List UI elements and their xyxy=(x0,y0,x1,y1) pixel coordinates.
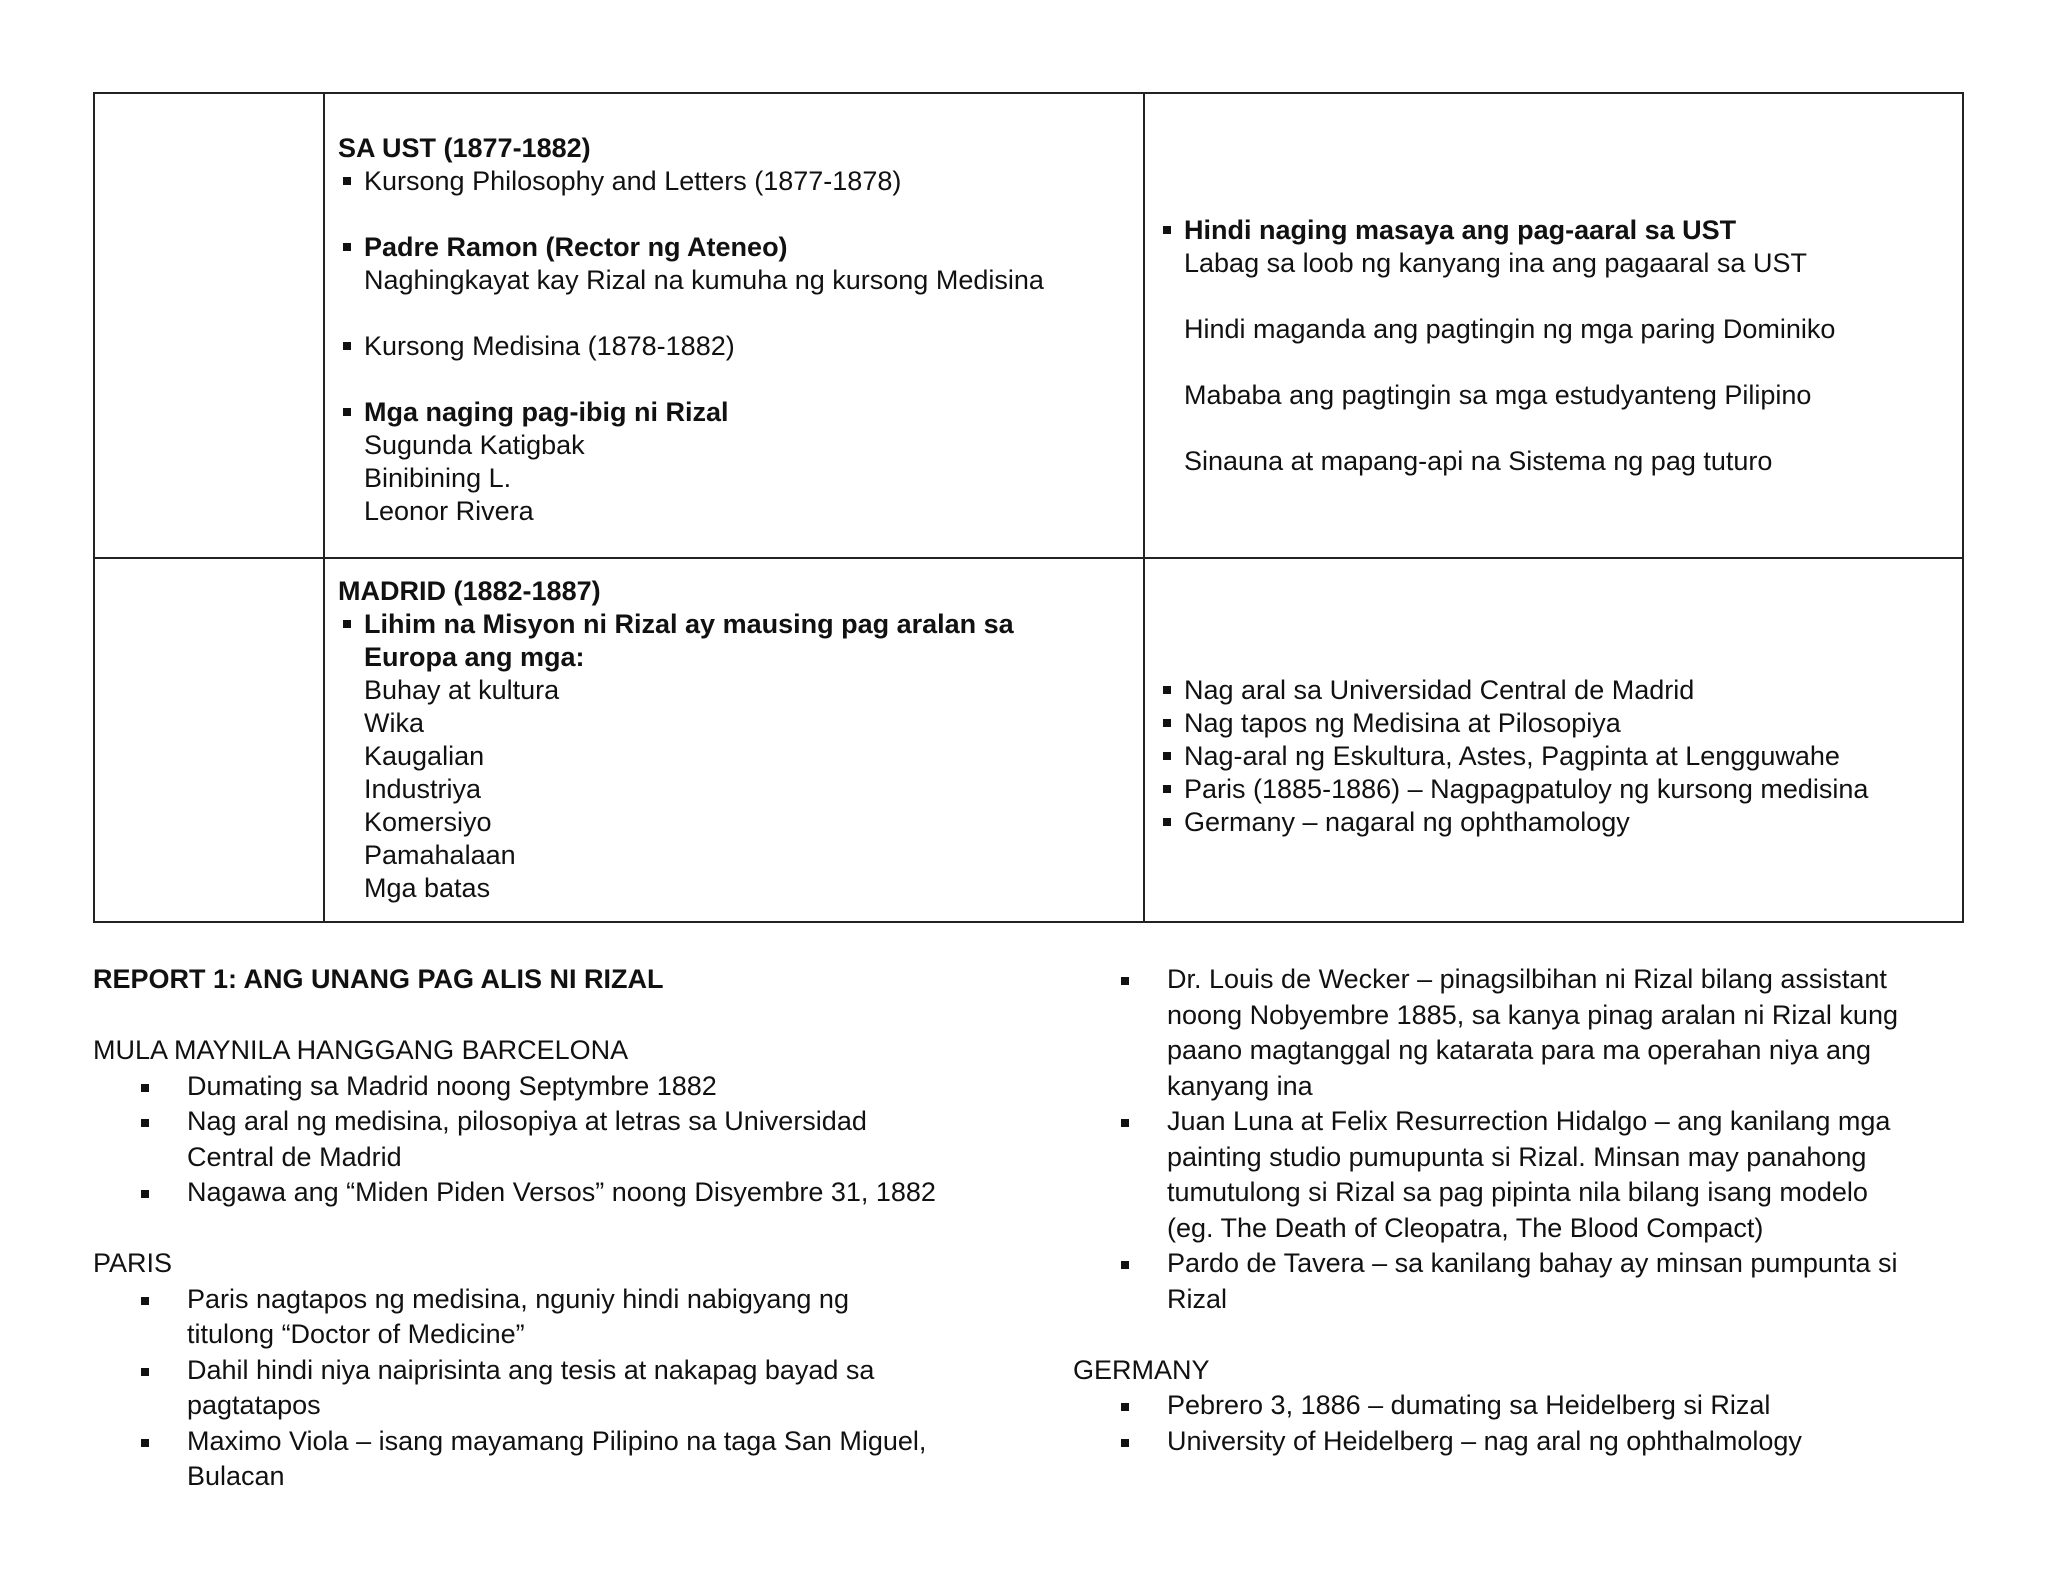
list-item: Pardo de Tavera – sa kanilang bahay ay minsan pumpunta si Rizal xyxy=(1073,1246,1973,1317)
list-item: Germany – nagaral ng ophthamology xyxy=(1158,806,1952,839)
table-row xyxy=(94,93,1963,558)
list-item: University of Heidelberg – nag aral ng ophthalmology xyxy=(1073,1424,1973,1460)
table-row xyxy=(94,558,1963,922)
list-item: Mga naging pag-ibig ni Rizal xyxy=(338,396,1133,429)
list-item-detail: Buhay at kultura xyxy=(364,675,560,705)
left-text-column xyxy=(93,962,993,1495)
list-item: Pebrero 3, 1886 – dumating sa Heidelberg si Rizal xyxy=(1073,1388,1973,1424)
list-item-detail: Kaugalian xyxy=(364,741,485,771)
rizal-education-table xyxy=(93,92,1964,923)
list-item-detail: Komersiyo xyxy=(364,807,492,837)
list-item: Paris (1885-1886) – Nagpagpatuloy ng kursong medisina xyxy=(1158,773,1952,806)
list-item-detail: Naghingkayat kay Rizal na kumuha ng kursong Medisina xyxy=(364,265,1044,295)
section-heading: MULA MAYNILA HANGGANG BARCELONA xyxy=(93,1035,629,1065)
list-item: Hindi naging masaya ang pag-aaral sa UST xyxy=(1158,214,1952,247)
list-item-detail: Pamahalaan xyxy=(364,840,516,870)
report-title: REPORT 1: ANG UNANG PAG ALIS NI RIZAL xyxy=(93,964,664,994)
list-item-detail: Mababa ang pagtingin sa mga estudyanteng Pilipino xyxy=(1184,380,1812,410)
list-item: Lihim na Misyon ni Rizal ay mausing pag aralan sa xyxy=(338,608,1133,641)
section-heading: GERMANY xyxy=(1073,1354,1210,1385)
list-item: Kursong Philosophy and Letters (1877-1878) xyxy=(338,165,1133,198)
list-item: Nag tapos ng Medisina at Pilosopiya xyxy=(1158,707,1952,740)
list-item-detail: Hindi maganda ang pagtingin ng mga paring Dominiko xyxy=(1184,314,1836,344)
list-item-detail: Sugunda Katigbak xyxy=(364,430,585,460)
list-item: Padre Ramon (Rector ng Ateneo) xyxy=(338,231,1133,264)
list-item-detail: Wika xyxy=(364,708,424,738)
list-item-detail: Binibining L. xyxy=(364,463,512,493)
list-item-detail: Mga batas xyxy=(364,873,491,903)
list-item: Dumating sa Madrid noong Septymbre 1882 xyxy=(93,1069,993,1105)
table-cell-ust-notes xyxy=(1144,93,1963,558)
list-item: Maximo Viola – isang mayamang Pilipino na taga San Miguel, Bulacan xyxy=(93,1424,993,1495)
table-cell-ust xyxy=(324,93,1144,558)
list-item-detail: Sinauna at mapang-api na Sistema ng pag tuturo xyxy=(1184,446,1773,476)
list-item-detail: Labag sa loob ng kanyang ina ang pagaaral sa UST xyxy=(1184,248,1807,278)
list-item: Nag-aral ng Eskultura, Astes, Pagpinta at Lengguwahe xyxy=(1158,740,1952,773)
list-item: Juan Luna at Felix Resurrection Hidalgo – ang kanilang mga painting studio pumupunta si Rizal. Minsan may panahong tumutulong si Rizal sa pag pipinta nila bilang isang modelo (eg. The Death of Cleopatra, The Blood Compact) xyxy=(1073,1104,1973,1246)
table-cell-madrid xyxy=(324,558,1144,922)
list-item: Nag aral sa Universidad Central de Madrid xyxy=(1158,674,1952,707)
list-item-detail: Leonor Rivera xyxy=(364,496,534,526)
list-item: Dr. Louis de Wecker – pinagsilbihan ni Rizal bilang assistant noong Nobyembre 1885, sa kanya pinag aralan ni Rizal kung paano magtanggal ng katarata para ma operahan niya ang kanyang ina xyxy=(1073,962,1973,1104)
list-item: Dahil hindi niya naiprisinta ang tesis at nakapag bayad sa pagtatapos xyxy=(93,1353,993,1424)
table-cell-empty xyxy=(94,93,324,558)
madrid-heading: MADRID (1882-1887) xyxy=(338,576,601,606)
ust-heading: SA UST (1877-1882) xyxy=(338,133,591,163)
list-item: Nag aral ng medisina, pilosopiya at letras sa Universidad Central de Madrid xyxy=(93,1104,993,1175)
list-item: Nagawa ang “Miden Piden Versos” noong Disyembre 31, 1882 xyxy=(93,1175,993,1211)
table-cell-empty xyxy=(94,558,324,922)
list-item: Paris nagtapos ng medisina, nguniy hindi nabigyang ng titulong “Doctor of Medicine” xyxy=(93,1282,993,1353)
table-cell-madrid-notes xyxy=(1144,558,1963,922)
list-item-continued: Europa ang mga: xyxy=(364,642,585,672)
list-item: Kursong Medisina (1878-1882) xyxy=(338,330,1133,363)
right-text-column xyxy=(1073,962,1973,1459)
list-item-detail: Industriya xyxy=(364,774,482,804)
section-heading: PARIS xyxy=(93,1248,173,1278)
